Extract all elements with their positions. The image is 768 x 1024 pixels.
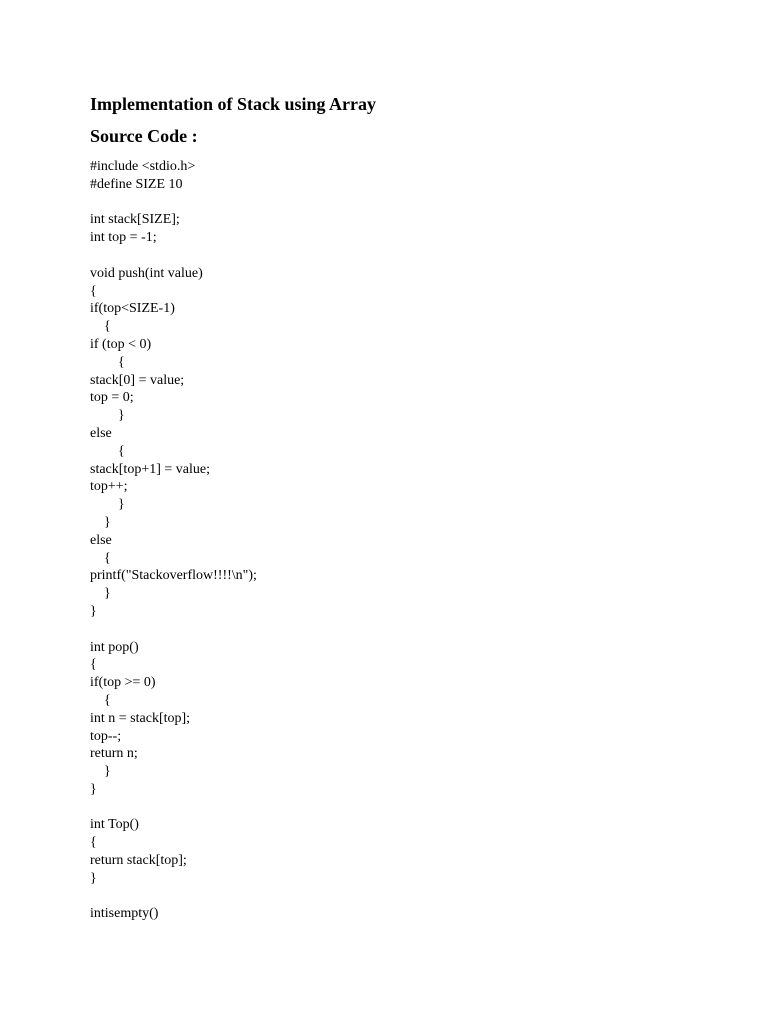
code-line: int top = -1; — [90, 230, 157, 246]
code-line: else — [90, 532, 112, 548]
code-line: int Top() — [90, 817, 139, 833]
code-line: { — [90, 283, 97, 299]
code-line: top--; — [90, 728, 122, 744]
code-line: if(top<SIZE-1) — [90, 301, 175, 317]
code-line — [90, 194, 730, 212]
code-line: int stack[SIZE]; — [90, 212, 180, 228]
code-line: { — [90, 657, 97, 673]
code-line: #include <stdio.h> — [90, 159, 196, 174]
code-line: stack[0] = value; — [90, 372, 185, 388]
source-code-block — [90, 158, 730, 923]
code-line: else — [90, 425, 112, 441]
document-title: Implementation of Stack using Array — [90, 94, 377, 114]
code-line: return stack[top]; — [90, 853, 187, 869]
code-line — [90, 888, 730, 906]
code-line: printf("Stackoverflow!!!!\n"); — [90, 568, 257, 584]
code-line: { — [90, 550, 111, 566]
code-line: } — [90, 603, 97, 619]
code-line: { — [90, 354, 125, 370]
code-line: } — [90, 870, 97, 886]
code-line: if(top >= 0) — [90, 675, 156, 691]
code-line: } — [90, 781, 97, 797]
code-line: #define SIZE 10 — [90, 176, 183, 192]
code-line — [90, 247, 730, 265]
code-line: top++; — [90, 479, 128, 495]
code-line: top = 0; — [90, 390, 134, 406]
code-line: } — [90, 514, 111, 530]
code-line: { — [90, 835, 97, 851]
code-line: } — [90, 764, 111, 780]
code-line: } — [90, 497, 125, 513]
code-line — [90, 799, 730, 817]
code-line: stack[top+1] = value; — [90, 461, 210, 477]
code-line: { — [90, 443, 125, 459]
code-line: { — [90, 319, 111, 335]
code-line: intisempty() — [90, 906, 159, 922]
code-line: } — [90, 408, 125, 424]
code-line: int n = stack[top]; — [90, 710, 191, 726]
code-line: } — [90, 586, 111, 602]
code-line — [90, 621, 730, 639]
code-line: if (top < 0) — [90, 336, 152, 352]
code-line: void push(int value) — [90, 265, 203, 281]
code-line: return n; — [90, 746, 138, 762]
section-heading: Source Code : — [90, 126, 198, 146]
code-line: { — [90, 692, 111, 708]
code-line: int pop() — [90, 639, 139, 655]
